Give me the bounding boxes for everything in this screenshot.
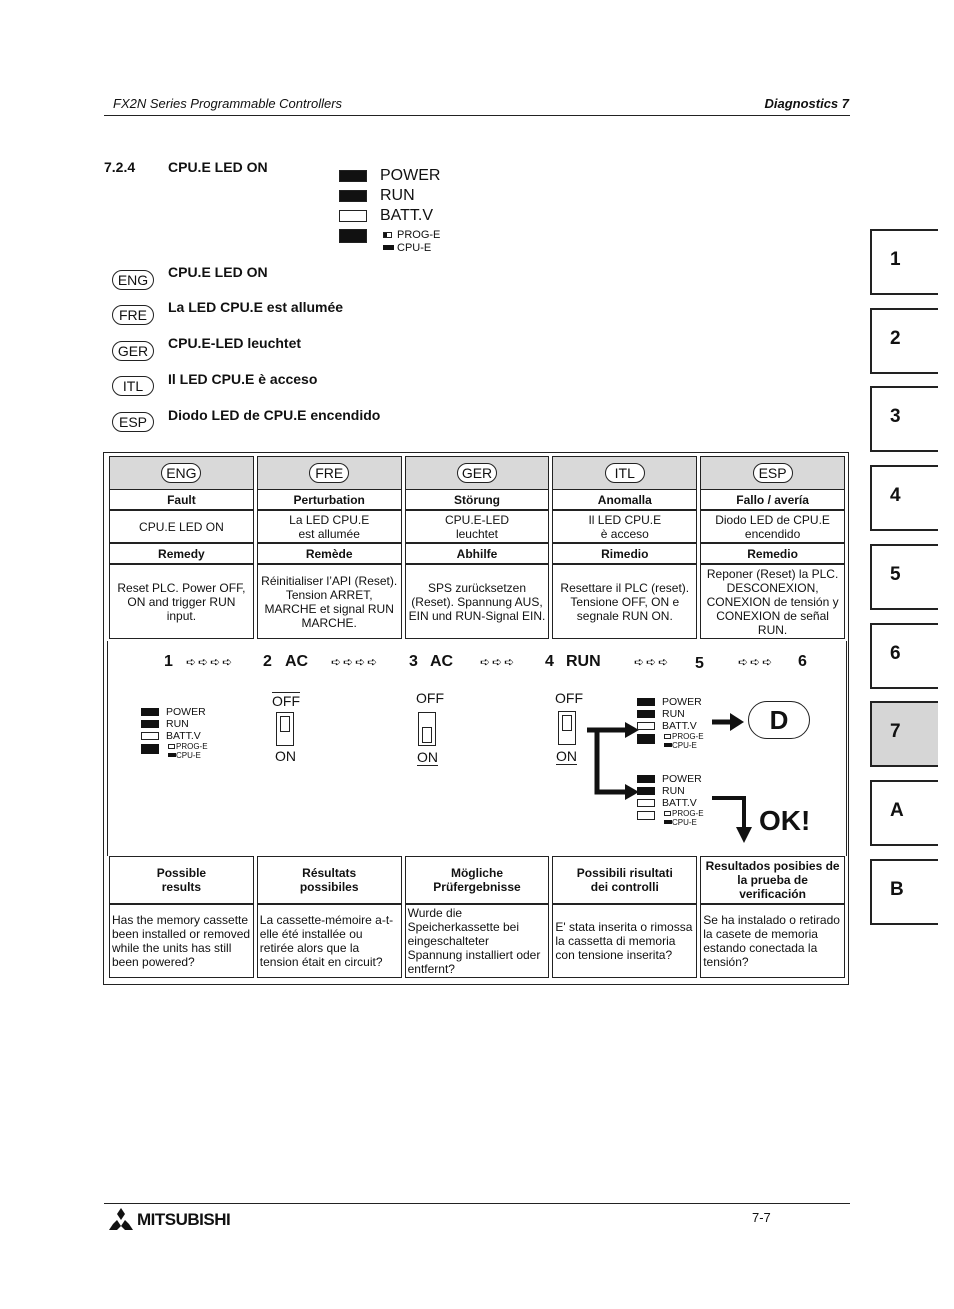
- led-panel-small: [141, 706, 231, 762]
- power-led: [339, 170, 367, 182]
- prog-e-label: PROG-E: [176, 742, 208, 751]
- run-label: RUN: [662, 708, 685, 720]
- remedy-text: SPS zurücksetzen (Reset). Spannung AUS, EIN und RUN-Signal EIN.: [405, 564, 550, 639]
- lang-badge-fre: FRE: [112, 305, 154, 325]
- results-text: Wurde die Speicherkassette bei eingeschalteter Spannung installiert oder entfernt?: [405, 904, 550, 978]
- section-title: CPU.E LED ON: [168, 159, 268, 175]
- switch-on-label: ON: [417, 749, 438, 765]
- fault-label: Perturbation: [257, 489, 402, 510]
- run-label: RUN: [166, 718, 189, 730]
- lang-text-ger: CPU.E-LED leuchtet: [168, 335, 302, 351]
- error-led: [637, 734, 655, 744]
- chapter-tab-1[interactable]: 1: [870, 229, 938, 295]
- remedy-text: Réinitialiser l’API (Reset). Tension ARRET, MARCHE et signal RUN MARCHE.: [257, 564, 402, 639]
- fault-label: Fallo / avería: [700, 489, 845, 510]
- results-table: [106, 856, 848, 978]
- batt-led: [637, 722, 655, 730]
- results-text-row: [109, 904, 845, 978]
- power-label: POWER: [662, 696, 702, 708]
- chapter-tab-2[interactable]: 2: [870, 308, 938, 374]
- error-led: [637, 811, 655, 820]
- results-text: La cassette-mémoire a-t-elle été installée ou retirée alors que la tension était en circuit?: [257, 904, 402, 978]
- step-4: 4: [545, 653, 554, 670]
- power-led: [637, 775, 655, 783]
- results-text: E' stata inserita o rimossa la cassetta di memoria con tensione inserita?: [552, 904, 697, 978]
- run-label: RUN: [380, 187, 415, 204]
- step-3: 3: [409, 653, 418, 670]
- run-label: RUN: [662, 785, 685, 797]
- step-1: 1: [164, 653, 173, 670]
- led-panel: [339, 168, 479, 258]
- table-lang-cell: [109, 456, 254, 489]
- prog-e-indicator: [664, 811, 671, 816]
- cpu-e-indicator: [664, 743, 672, 747]
- remedy-label: Rimedio: [552, 543, 697, 564]
- power-led: [637, 698, 655, 706]
- table-lang-esp: ESP: [753, 463, 793, 483]
- fault-label: Anomalla: [552, 489, 697, 510]
- step-5: 5: [695, 655, 704, 672]
- prog-e-indicator: [664, 734, 671, 739]
- fault-label: Störung: [405, 489, 550, 510]
- fault-text-row: [109, 510, 845, 543]
- language-header-row: [109, 456, 845, 489]
- batt-label: BATT.V: [380, 207, 434, 224]
- table-lang-itl: ITL: [605, 463, 645, 483]
- step-4-label: RUN: [566, 653, 601, 670]
- batt-led: [339, 210, 367, 222]
- results-label: Possibili risultati dei controlli: [552, 856, 697, 904]
- lang-badge-ger: GER: [112, 341, 154, 361]
- batt-led: [141, 732, 159, 740]
- remedy-text: Reset PLC. Power OFF, ON and trigger RUN input.: [109, 564, 254, 639]
- lang-text-esp: Diodo LED de CPU.E encendido: [168, 407, 381, 423]
- lang-text-fre: La LED CPU.E est allumée: [168, 299, 344, 315]
- remedy-label-row: [109, 543, 845, 564]
- cpu-e-label: CPU-E: [397, 242, 432, 254]
- led-panel-result-b: [637, 773, 717, 829]
- section-number: 7.2.4: [104, 159, 136, 175]
- power-label: POWER: [662, 773, 702, 785]
- table-lang-ger: GER: [457, 463, 497, 483]
- results-label: Resultados posibies de la prueba de verificación: [700, 856, 845, 904]
- results-label: Mögliche Prüfergebnisse: [405, 856, 550, 904]
- chapter-tab-5[interactable]: 5: [870, 544, 938, 610]
- ok-result: OK!: [759, 805, 811, 836]
- cpu-e-indicator: [664, 820, 672, 824]
- error-led: [141, 744, 159, 754]
- led-panel-result-a: [637, 696, 717, 752]
- prog-e-label: PROG-E: [672, 732, 704, 741]
- run-led: [637, 787, 655, 795]
- lang-text-eng: CPU.E LED ON: [168, 264, 268, 280]
- chapter-tab-b[interactable]: B: [870, 859, 938, 925]
- error-led: [339, 229, 367, 243]
- flow-arrows: ➪➪➪➪: [186, 655, 235, 669]
- remedy-text: Reponer (Reset) la PLC. DESCONEXION, CONEXION de tensión y CONEXION de señal RUN.: [700, 564, 845, 639]
- cpu-e-indicator: [383, 245, 394, 250]
- step-6: 6: [798, 653, 807, 670]
- arrow-to-ok: [710, 795, 756, 847]
- remedy-text: Resettare il PLC (reset). Tensione OFF, ON e segnale RUN ON.: [552, 564, 697, 639]
- switch-on-label: ON: [275, 748, 296, 764]
- fault-text: CPU.E-LED leuchtet: [405, 510, 550, 543]
- diagnosis-d-box: D: [748, 701, 810, 739]
- switch-off-label: OFF: [555, 690, 583, 706]
- switch-off-label: OFF: [272, 693, 300, 709]
- batt-label: BATT.V: [662, 797, 697, 809]
- power-led: [141, 708, 159, 716]
- run-switch: [558, 711, 576, 745]
- header-rule: [104, 115, 850, 116]
- power-switch-off: [276, 712, 294, 746]
- table-lang-cell: [405, 456, 550, 489]
- header-title: FX2N Series Programmable Controllers: [113, 96, 343, 111]
- brand-name: MITSUBISHI: [137, 1210, 231, 1229]
- flow-arrows: ➪➪➪: [738, 655, 775, 669]
- flow-arrows: ➪➪➪: [480, 655, 517, 669]
- results-label-row: [109, 856, 845, 904]
- branch-arrows: [585, 720, 645, 800]
- table-lang-fre: FRE: [309, 463, 349, 483]
- results-text: Se ha instalado o retirado la casete de memoria estando conectada la tensión?: [700, 904, 845, 978]
- header-chapter: Diagnostics 7: [764, 96, 849, 111]
- arrow-to-d: [710, 710, 746, 734]
- cpu-e-label: CPU-E: [672, 741, 697, 750]
- fault-text: Il LED CPU.E è acceso: [552, 510, 697, 543]
- table-lang-cell: [700, 456, 845, 489]
- fault-text: CPU.E LED ON: [109, 510, 254, 543]
- flow-arrows: ➪➪➪: [634, 655, 671, 669]
- chapter-tab-4[interactable]: 4: [870, 465, 938, 531]
- mitsubishi-logo-icon: [108, 1208, 134, 1230]
- remedy-text-row: [109, 564, 845, 639]
- page-number: 7-7: [752, 1210, 771, 1225]
- remedy-label: Abhilfe: [405, 543, 550, 564]
- step-3-label: AC: [430, 653, 454, 670]
- power-switch-on: [418, 712, 436, 746]
- run-led: [141, 720, 159, 728]
- prog-e-indicator: [383, 232, 392, 238]
- table-lang-cell: [552, 456, 697, 489]
- remedy-label: Remedy: [109, 543, 254, 564]
- chapter-tab-7[interactable]: 7: [870, 701, 938, 767]
- fault-text: Diodo LED de CPU.E encendido: [700, 510, 845, 543]
- power-label: POWER: [380, 167, 441, 184]
- results-label: Possible results: [109, 856, 254, 904]
- power-label: POWER: [166, 706, 206, 718]
- switch-off-label: OFF: [416, 690, 444, 706]
- table-lang-eng: ENG: [161, 463, 201, 483]
- batt-label: BATT.V: [662, 720, 697, 732]
- switch-on-label: ON: [556, 748, 577, 764]
- fault-label: Fault: [109, 489, 254, 510]
- footer-rule: [104, 1203, 850, 1204]
- prog-e-label: PROG-E: [397, 229, 441, 241]
- chapter-tab-a[interactable]: A: [870, 780, 938, 846]
- fault-text: La LED CPU.E est allumée: [257, 510, 402, 543]
- lang-text-itl: Il LED CPU.E è acceso: [168, 371, 318, 387]
- step-2-label: AC: [285, 653, 309, 670]
- lang-badge-eng: ENG: [112, 270, 154, 290]
- batt-label: BATT.V: [166, 730, 201, 742]
- fault-remedy-table: [106, 456, 848, 639]
- prog-e-indicator: [168, 744, 175, 749]
- table-lang-cell: [257, 456, 402, 489]
- chapter-tab-6[interactable]: 6: [870, 623, 938, 689]
- step-2: 2: [263, 653, 272, 670]
- flow-arrows: ➪➪➪➪: [331, 655, 380, 669]
- cpu-e-label: CPU-E: [672, 818, 697, 827]
- remedy-label: Remède: [257, 543, 402, 564]
- cpu-e-label: CPU-E: [176, 751, 201, 760]
- fault-label-row: [109, 489, 845, 510]
- chapter-tab-3[interactable]: 3: [870, 386, 938, 452]
- lang-badge-esp: ESP: [112, 412, 154, 432]
- cpu-e-indicator: [168, 753, 176, 757]
- lang-badge-itl: ITL: [112, 376, 154, 396]
- remedy-label: Remedio: [700, 543, 845, 564]
- run-led: [637, 710, 655, 718]
- run-led: [339, 190, 367, 202]
- results-text: Has the memory cassette been installed or removed while the units has still been powered?: [109, 904, 254, 978]
- prog-e-label: PROG-E: [672, 809, 704, 818]
- results-label: Résultats possibiles: [257, 856, 402, 904]
- batt-led: [637, 799, 655, 807]
